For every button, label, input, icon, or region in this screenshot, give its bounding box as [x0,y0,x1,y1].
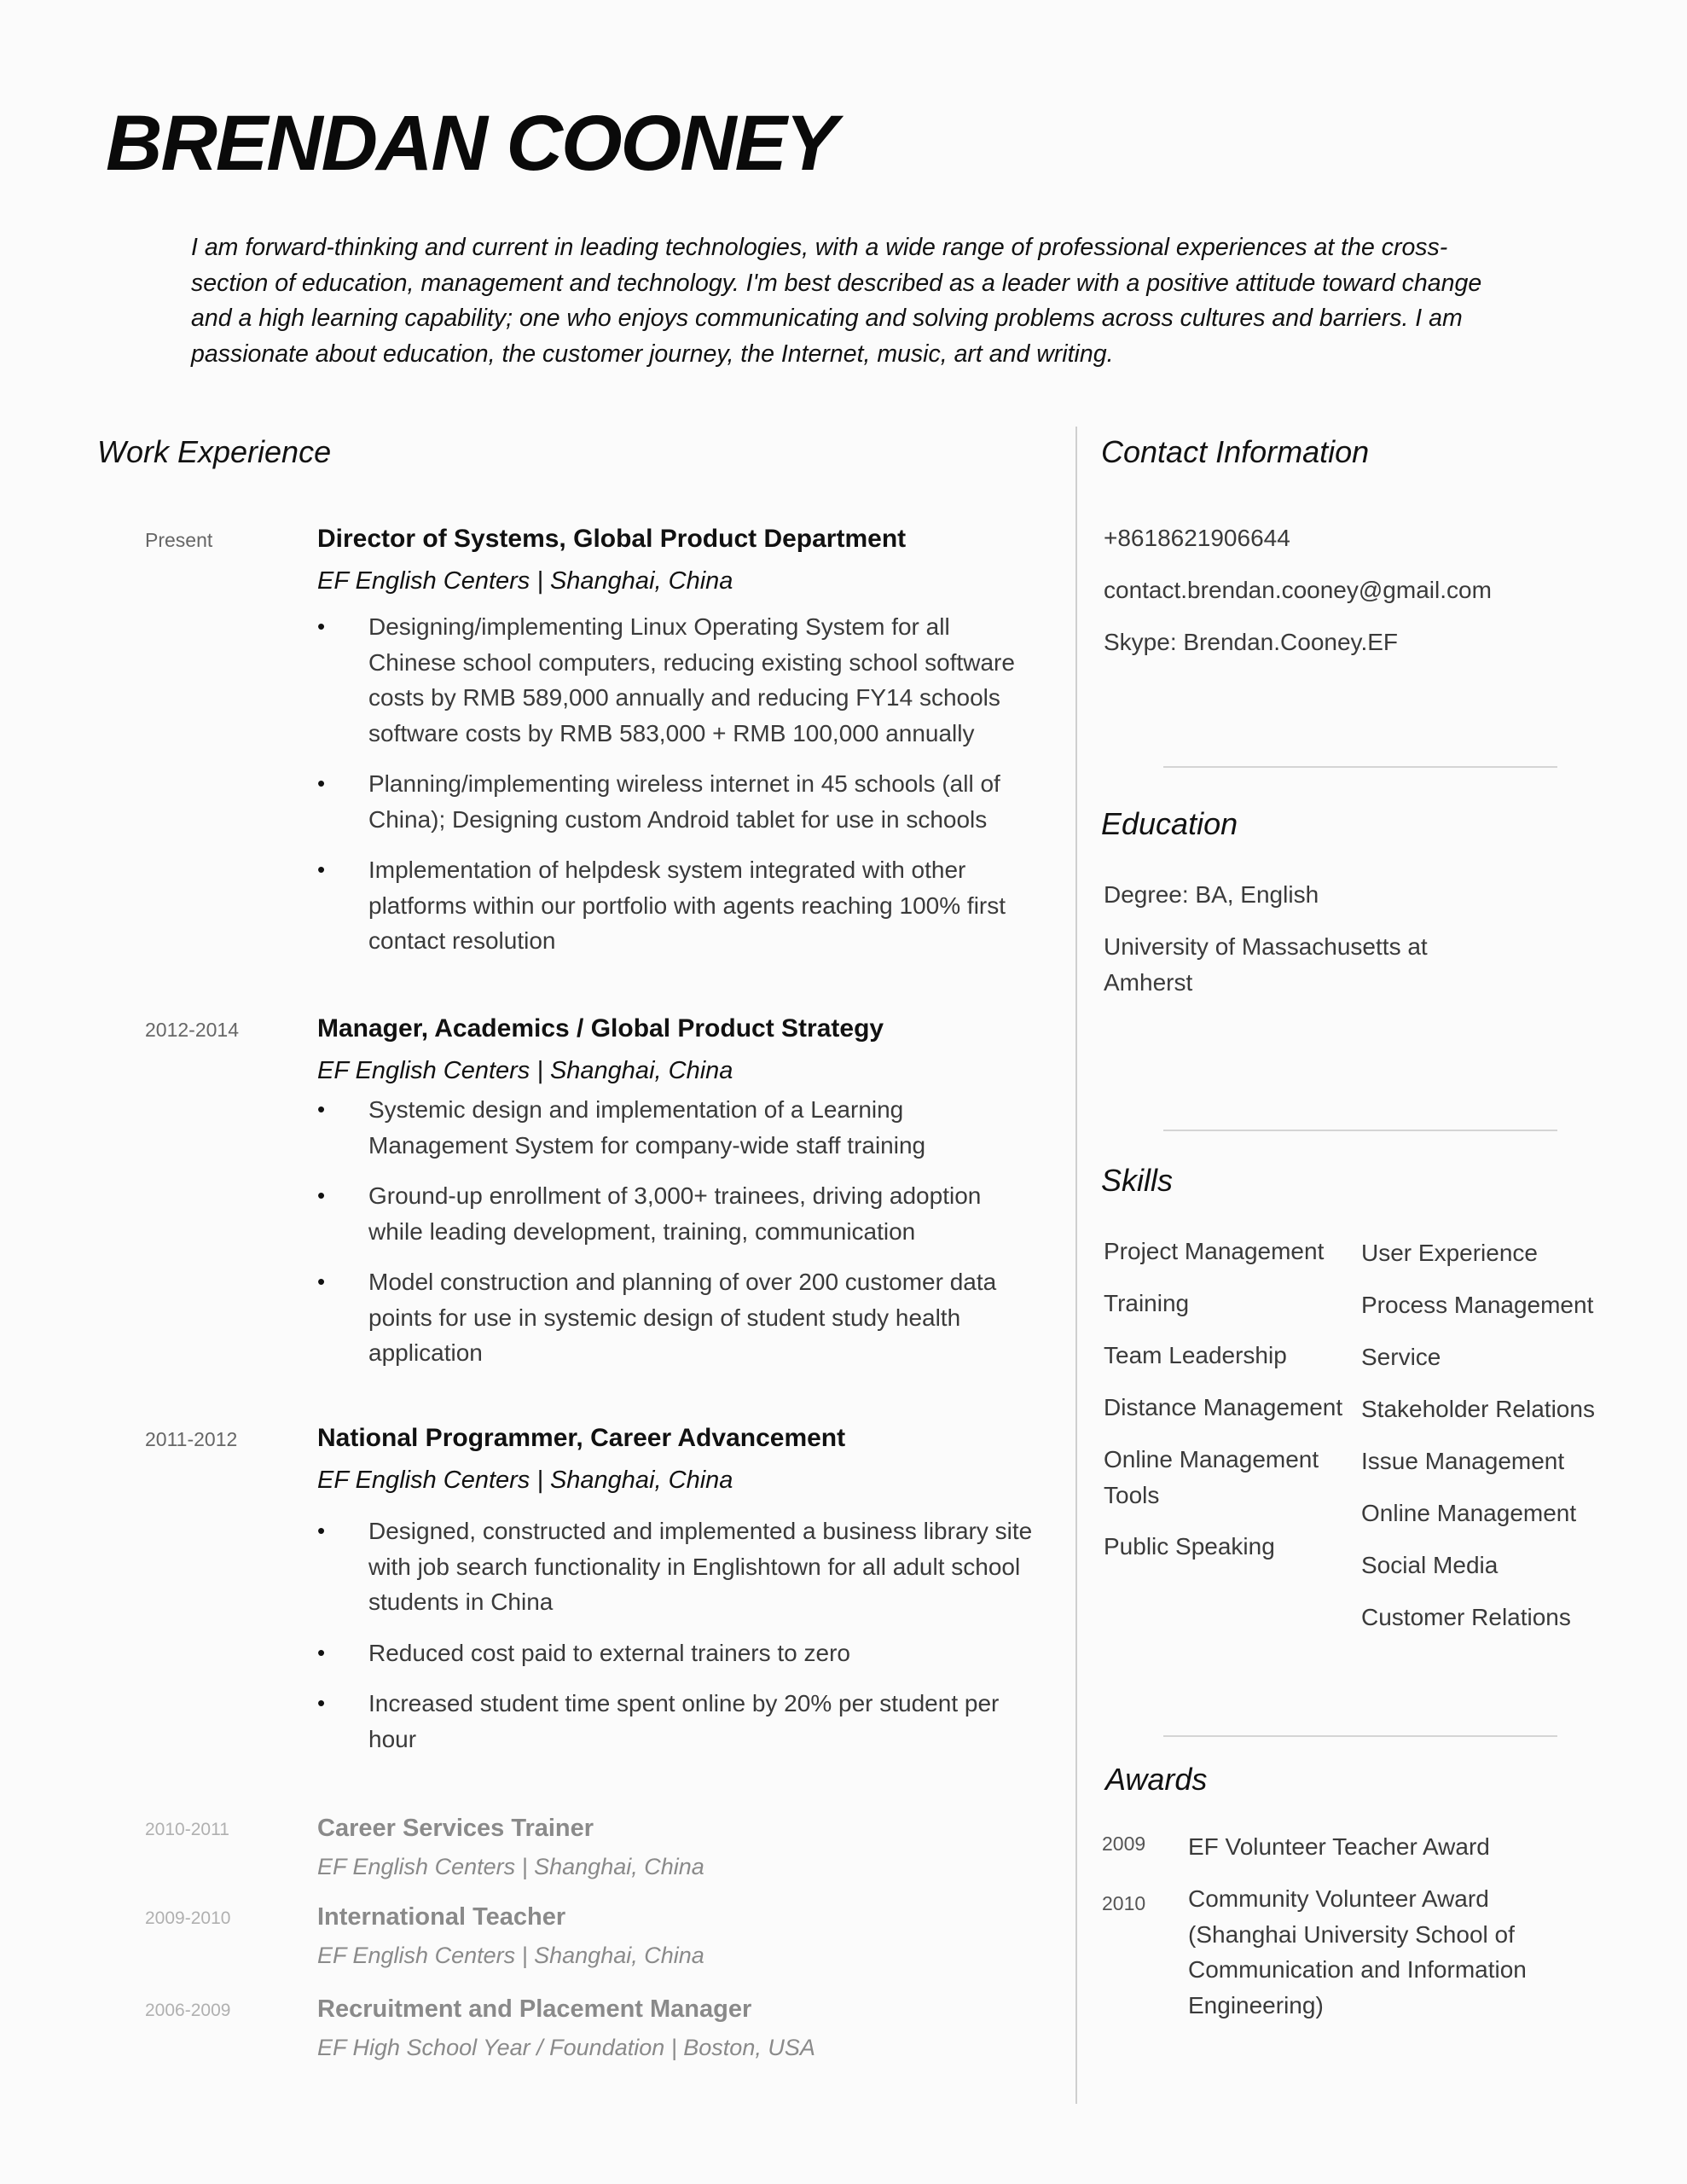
job-company: EF English Centers | Shanghai, China [317,1943,704,1968]
skill-item: User Experience [1361,1240,1538,1266]
job-title: International Teacher [317,1903,566,1931]
job-title: Manager, Academics / Global Product Strategy [317,1014,884,1043]
job-date: Present [145,529,213,551]
column-divider [1075,427,1077,2104]
skill-item: Stakeholder Relations [1361,1396,1595,1422]
job-bullet: • Designed, constructed and implemented a business library site with job search functionality in Englishtown for all adult school students in China [317,1518,1033,1615]
job-date: 2009-2010 [145,1908,231,1928]
job-title: Director of Systems, Global Product Department [317,525,907,553]
skill-item: Online Management [1361,1500,1577,1526]
contact-skype: Skype: Brendan.Cooney.EF [1104,629,1399,655]
skill-item: Public Speaking [1104,1533,1275,1560]
contact-email: contact.brendan.cooney@gmail.com [1104,577,1492,603]
award-title: EF Volunteer Teacher Award [1188,1833,1490,1860]
skill-item: Online Management Tools [1104,1446,1319,1508]
job-bullet: • Systemic design and implementation of a Learning Management System for company-wide staff training [317,1096,926,1159]
education-heading: Education [1101,806,1238,841]
job-bullet: • Reduced cost paid to external trainers to zero [317,1639,850,1666]
job-bullets [317,1092,1034,1386]
job-title: National Programmer, Career Advancement [317,1424,846,1452]
job-date: 2011-2012 [145,1428,238,1450]
skill-item: Team Leadership [1104,1342,1287,1368]
job-bullet: • Implementation of helpdesk system integrated with other platforms within our portfolio with agents reaching 100% first contact resolution [317,857,1006,954]
education-school: University of Massachusetts at Amherst [1104,933,1428,996]
job-bullet: • Designing/implementing Linux Operating System for all Chinese school computers, reducing existing school software costs by RMB 589,000 annually and reducing FY14 schools software costs by RMB 583,000 + RMB 100,000 annually [317,613,1015,746]
skill-item: Social Media [1361,1552,1499,1578]
skill-item: Distance Management [1104,1394,1343,1420]
job-title: Recruitment and Placement Manager [317,1995,752,2023]
skill-item: Service [1361,1344,1441,1370]
job-company: EF English Centers | Shanghai, China [317,1057,733,1084]
job-company: EF English Centers | Shanghai, China [317,567,733,595]
profile-summary: I am forward-thinking and current in leading technologies, with a wide range of professional experiences at the cross-section of education, management and technology. I'm best described as a leader with a positive attitude toward change and a high learning capability; one who enjoys communicating and solving problems across cultures and barriers. I am passionate about education, the customer journey, the Internet, music, art and writing. [191,234,1482,368]
job-bullet: • Planning/implementing wireless internet in 45 schools (all of China); Designing custom Android tablet for use in schools [317,770,1000,833]
education-degree: Degree: BA, English [1104,881,1319,908]
job-bullets [317,1513,1034,1772]
job-company: EF High School Year / Foundation | Boston, USA [317,2035,815,2060]
skill-item: Training [1104,1290,1190,1316]
awards-heading: Awards [1105,1762,1208,1797]
skill-item: Process Management [1361,1292,1594,1318]
award-year: 2010 [1102,1892,1146,1914]
candidate-name: BRENDAN COONEY [106,100,837,187]
work-experience-heading: Work Experience [97,434,332,469]
section-divider [1163,1130,1557,1131]
section-divider [1163,1735,1557,1737]
contact-phone: +8618621906644 [1104,525,1290,551]
job-bullet: • Model construction and planning of over 200 customer data points for use in systemic design of student study health application [317,1269,997,1366]
job-company: EF English Centers | Shanghai, China [317,1854,704,1879]
job-bullets [317,609,1034,974]
contact-heading: Contact Information [1101,434,1370,469]
award-title: Community Volunteer Award (Shanghai University School of Communication and Information Engineering) [1188,1885,1527,2018]
job-bullet: • Ground-up enrollment of 3,000+ trainees, driving adoption while leading development, training, communication [317,1182,982,1245]
job-company: EF English Centers | Shanghai, China [317,1467,733,1494]
skill-item: Issue Management [1361,1448,1565,1474]
job-date: 2012-2014 [145,1019,239,1041]
job-bullet: • Increased student time spent online by 20% per student per hour [317,1690,1000,1752]
job-date: 2006-2009 [145,2001,231,2020]
job-title: Career Services Trainer [317,1815,594,1842]
award-year: 2009 [1102,1833,1146,1855]
skills-heading: Skills [1101,1163,1174,1198]
section-divider [1163,766,1557,768]
skill-item: Project Management [1104,1238,1325,1264]
job-date: 2010-2011 [145,1820,229,1839]
skill-item: Customer Relations [1361,1604,1571,1630]
